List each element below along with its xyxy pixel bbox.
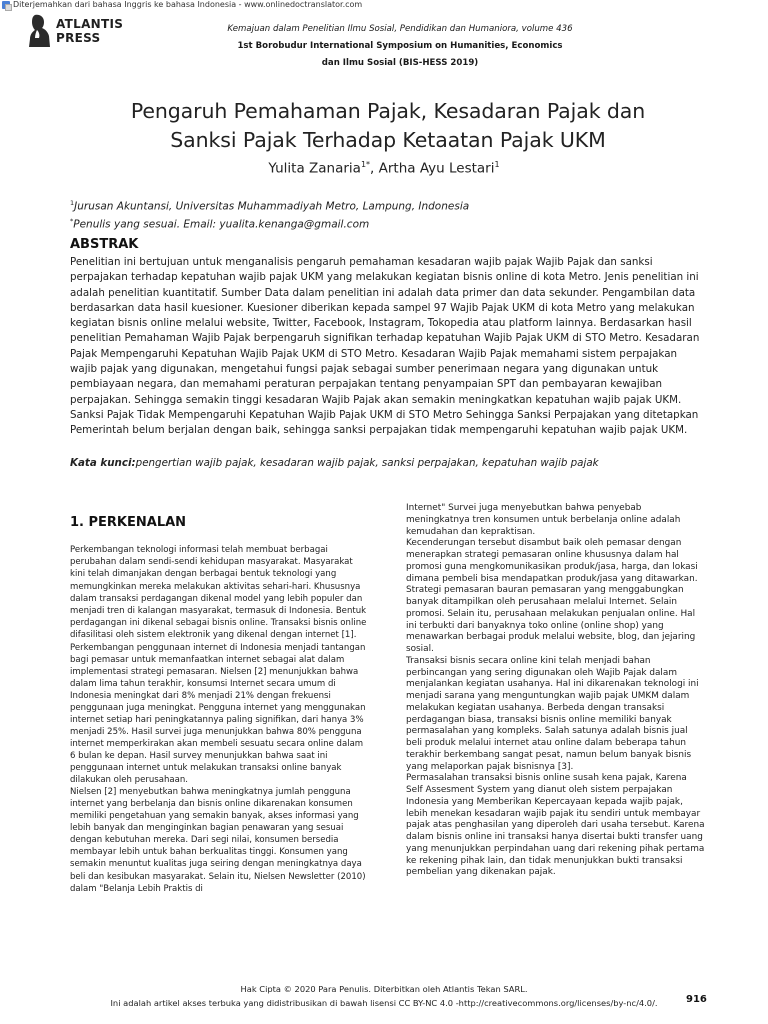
author-2: Artha Ayu Lestari xyxy=(378,160,495,177)
conference-line-1: 1st Borobudur International Symposium on Humanities, Economics xyxy=(237,41,563,51)
right-column xyxy=(406,503,706,879)
footer xyxy=(0,982,768,1010)
paragraph: Permasalahan transaksi bisnis online susah kena pajak, Karena Self Assesment System yang dianut oleh sistem perpajakan Indonesia yang Memberikan Kepercayaan kepada wajib pajak, lebih menekan kesadaran wajib pajak itu sendiri untuk membayar pajak atas penghasilan yang diperoleh dari usaha tersebut. Karena dalam bisnis online ini transaksi hanya disertai bukti transfer uang yang menunjukkan perpindahan uang dari rekening pihak pertama ke rekening pihak lain, dan tidak menunjukkan bukti transaksi pembelian yang dikenakan pajak. xyxy=(406,773,705,878)
keywords-text: pengertian wajib pajak, kesadaran wajib pajak, sanksi perpajakan, kepatuhan wajib pajak xyxy=(135,457,599,469)
translate-icon xyxy=(2,1,10,9)
translation-banner[interactable] xyxy=(0,0,768,10)
conference-line-2: dan Ilmu Sosial (BIS-HESS 2019) xyxy=(321,58,479,68)
title-line-2: Sanksi Pajak Terhadap Ketaatan Pajak UKM xyxy=(170,128,606,152)
logo-line-1: ATLANTIS xyxy=(56,17,124,31)
affil-1-sup: 1 xyxy=(70,199,75,207)
paragraph: Internet" Survei juga menyebutkan bahwa penyebab meningkatnya tren konsumen untuk berbelanja online adalah kemudahan dan kepraktisan. xyxy=(406,503,681,537)
paper-title xyxy=(68,97,708,155)
corresponding-author: Penulis yang sesuai. Email: yualita.kenanga@gmail.com xyxy=(73,218,370,230)
paragraph: Perkembangan teknologi informasi telah membuat berbagai perubahan dalam sendi-sendi kehidupan masyarakat. Masyarakat kini telah dimanjakan dengan berbagai bentuk teknologi yang memungkinkan mereka melakukan aktivitas sehari-hari. Khususnya dalam transaksi perdagangan dikenal model yang lebih populer dan menjadi tren di kalangan masyarakat, termasuk di Indonesia. Bentuk perdagangan ini dikenal sebagai bisnis online. Transaksi bisnis online difasilitasi oleh sistem elektronik yang dikenal dengan internet [1]. xyxy=(70,545,367,641)
copyright-line: Hak Cipta © 2020 Para Penulis. Diterbitkan oleh Atlantis Tekan SARL. xyxy=(240,984,528,994)
title-line-1: Pengaruh Pemahaman Pajak, Kesadaran Pajak dan xyxy=(130,99,646,123)
paragraph: Kecenderungan tersebut disambut baik oleh pemasar dengan menerapkan strategi pemasaran online khususnya dalam hal promosi guna mengkomunikasikan produk/jasa, harga, dan lokasi dimana pembeli bisa mendapatkan produk/jasa yang ditawarkan. Strategi pemasaran bauran pemasaran yang menggabungkan banyak ditampilkan oleh perusahaan melalui Internet. Selain promosi. Selain itu, perusahaan melakukan penjualan online. Hal ini terbukti dari banyaknya toko online (online shop) yang menawarkan berbagai produk melalui website, blog, dan jejaring sosial. xyxy=(406,538,698,654)
license-line: Ini adalah artikel akses terbuka yang didistribusikan di bawah lisensi CC BY-NC 4.0 -http://creativecommons.org/licenses/by-nc/4.0/. xyxy=(110,998,658,1008)
abstract-heading: ABSTRAK xyxy=(70,237,139,252)
keywords-label: Kata kunci: xyxy=(70,457,136,469)
affiliation-1: Jurusan Akuntansi, Universitas Muhammadiyah Metro, Lampung, Indonesia xyxy=(74,200,470,213)
affiliations xyxy=(70,196,710,231)
series-line: Kemajuan dalam Penelitian Ilmu Sosial, Pendidikan dan Humaniora, volume 436 xyxy=(227,24,573,34)
conference-header xyxy=(150,21,650,72)
abstract-body: Penelitian ini bertujuan untuk menganalisis pengaruh pemahaman kesadaran wajib pajak Wajib Pajak dan sanksi perpajakan terhadap kepatuhan wajib pajak UKM yang melakukan kegiatan bisnis online di kota Metro. Jenis penelitian ini adalah penelitian kuantitatif. Sumber Data dalam penelitian ini adalah data primer dan data sekunder. Pengambilan data berdasarkan data hasil kuesioner. Kuesioner diberikan kepada sampel 97 Wajib Pajak UKM di kota Metro yang melakukan kegiatan bisnis online melalui website, Twitter, Facebook, Instagram, Tokopedia atau platform lainnya. Berdasarkan hasil penelitian Pemahaman Wajib Pajak berpengaruh signifikan terhadap kepatuhan Wajib Pajak UKM di STO Metro. Kesadaran Pajak Mempengaruhi Kepatuhan Wajib Pajak UKM di STO Metro. Kesadaran Wajib Pajak memahami sistem perpajakan wajib pajak yang digunakan, mengetahui fungsi pajak sebagai sumber penerimaan negara yang digunakan untuk pembiayaan negara, dan memahami peraturan perpajakan tentang penyampaian SPT dan pembayaran kewajiban perpajakan. Sehingga semakin tinggi kesadaran Wajib Pajak akan semakin meningkatkan kepatuhan wajib pajak UKM. Sanksi Pajak Tidak Mempengaruhi Kepatuhan Wajib Pajak UKM di STO Metro Sehingga Sanksi Perpajakan yang ditetapkan Pemerintah belum berjalan dengan baik, sehingga sanksi perpajakan tidak mempengaruhi kepatuhan wajib pajak UKM. xyxy=(70,256,700,437)
translation-banner-text[interactable]: Diterjemahkan dari bahasa Inggris ke bahasa Indonesia - www.onlinedoctranslator.com xyxy=(13,0,363,9)
atlantis-press-logo xyxy=(26,11,126,51)
author-1-sup: 1* xyxy=(360,160,371,169)
thinker-statue-icon xyxy=(26,13,52,49)
page-number: 916 xyxy=(686,994,707,1005)
keywords xyxy=(70,456,704,471)
author-1: Yulita Zanaria xyxy=(268,160,361,177)
paragraph: Transaksi bisnis secara online kini telah menjadi bahan perbincangan yang sering digunakan oleh Wajib Pajak dalam menjalankan kegiatan usahanya. Hal ini dikarenakan teknologi ini menjadi sarana yang menguntungkan wajib pajak UMKM dalam melakukan kegiatan usahanya. Berbeda dengan transaksi perdagangan biasa, transaksi bisnis online memiliki banyak permasalahan yang kompleks. Salah satunya adalah bisnis jual beli produk melalui internet atau online dalam beberapa tahun terakhir berkembang sangat pesat, namun belum banyak bisnis yang melaporkan pajak bisnisnya [3]. xyxy=(406,655,699,772)
section-heading: 1. PERKENALAN xyxy=(70,515,187,530)
author-separator: , xyxy=(370,160,379,177)
author-2-sup: 1 xyxy=(494,160,500,169)
authors xyxy=(0,160,768,177)
paragraph: Nielsen [2] menyebutkan bahwa meningkatnya jumlah pengguna internet yang berbelanja dan bisnis online dikarenakan konsumen memiliki pengetahuan yang semakin banyak, akses informasi yang lebih banyak dan menginginkan bagian penawaran yang sesuai dengan kebutuhan mereka. Dari segi nilai, konsumen bersedia membayar lebih untuk bahan berkualitas tinggi. Konsumen yang semakin menuntut kualitas juga seiring dengan meningkatnya daya beli dan kesibukan masyarakat. Selain itu, Nielsen Newsletter (2010) dalam "Belanja Lebih Praktis di xyxy=(70,787,366,894)
affil-2-sup: * xyxy=(70,216,74,225)
left-column xyxy=(70,515,368,895)
paragraph: Perkembangan penggunaan internet di Indonesia menjadi tantangan bagi pemasar untuk memanfaatkan internet sebagai alat dalam implementasi strategi pemasaran. Nielsen [2] menunjukkan bahwa dalam lima tahun terakhir, konsumsi Internet secara umum di Indonesia meningkat dari 8% menjadi 21% dengan frekuensi penggunaan juga meningkat. Pengguna internet yang menggunakan internet setiap hari peningkatannya paling signifikan, dari hanya 3% menjadi 25%. Hasil survei juga menunjukkan bahwa 80% pengguna internet memperkirakan akan membeli sesuatu secara online dalam 6 bulan ke depan. Hasil survey menunjukkan bahwa saat ini penggunaan internet untuk melakukan transaksi online banyak dilakukan oleh perusahaan. xyxy=(70,642,366,786)
logo-line-2: PRESS xyxy=(56,31,101,45)
